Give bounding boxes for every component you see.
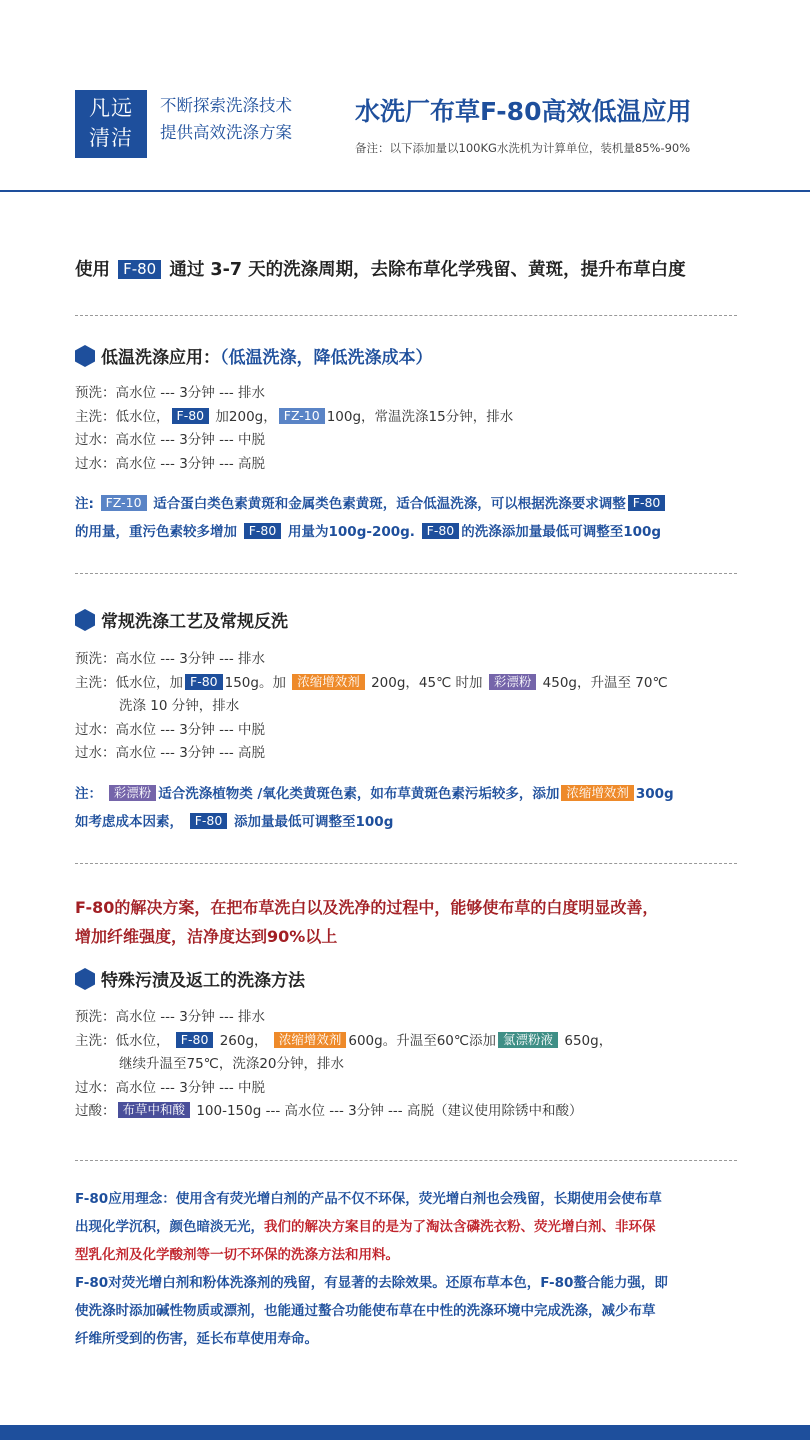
note-text: 适合蛋白类色素黄斑和金属类色素黄斑，适合低温洗涤，可以根据洗涤要求调整 <box>153 496 626 512</box>
process-steps-special <box>75 1006 612 1124</box>
note-text: 如考虑成本因素， <box>75 814 183 830</box>
note-text: 300g <box>635 786 674 802</box>
slogan-line-2: 提供高效洗涤方案 <box>160 123 292 142</box>
solution-line: 增加纤维强度，洁净度达到90%以上 <box>75 927 338 946</box>
note-label: 注： <box>75 786 102 802</box>
step-text: 450g，升温至 70℃ <box>542 674 668 691</box>
solution-statement <box>75 893 658 951</box>
step-prewash: 预洗：高水位 --- 3分钟 --- 排水 <box>75 1009 265 1025</box>
step-text: 600g。升温至60℃添加 <box>348 1032 497 1049</box>
step-continuation: 继续升温至75℃，洗涤20分钟，排水 <box>119 1056 345 1072</box>
concept-highlight: 我们的解决方案目的是为了淘汰含磷洗衣粉、荧光增白剂、非环保 <box>264 1219 656 1235</box>
logo <box>75 90 147 158</box>
product-tag: F-80 <box>244 523 282 539</box>
concept-line <box>75 1213 668 1241</box>
step-text: 100-150g --- 高水位 --- 3分钟 --- 高脱（建议使用除锈中和酸） <box>196 1103 583 1119</box>
solution-line: F-80的解决方案，在把布草洗白以及洗净的过程中，能够使布草的白度明显改善， <box>75 898 659 917</box>
step-rinse: 过水：高水位 --- 3分钟 --- 中脱 <box>75 721 265 738</box>
step-mainwash <box>75 672 668 696</box>
concept-highlight: 型乳化剂及化学酸剂等一切不环保的洗涤方法和用料。 <box>75 1247 399 1263</box>
concept-line: F-80对荧光增白剂和粉体洗涤剂的残留，有显著的去除效果。还原布草本色，F-80螯合能力强，即 <box>75 1275 668 1291</box>
step-rinse: 过水：高水位 --- 3分钟 --- 中脱 <box>75 1079 265 1096</box>
section-subtitle: （低温洗涤，降低洗涤成本） <box>220 348 433 368</box>
slogan <box>160 92 292 146</box>
product-tag: 彩漂粉 <box>109 785 157 801</box>
step-text: 加200g， <box>215 408 277 425</box>
page-header <box>0 0 810 192</box>
product-tag: 浓缩增效剂 <box>292 674 365 690</box>
note-line <box>75 490 667 518</box>
section-title: 特殊污渍及返工的洗涤方法 <box>101 971 305 991</box>
slogan-line-1: 不断探索洗涤技术 <box>160 96 292 115</box>
process-steps-low-temp <box>75 382 513 476</box>
product-tag: FZ-10 <box>101 495 147 511</box>
product-tag: F-80 <box>422 523 460 539</box>
product-tag: FZ-10 <box>279 408 325 424</box>
step-text: 主洗：低水位， <box>75 1032 170 1049</box>
note-text: 的用量，重污色素较多增加 <box>75 524 237 540</box>
footer-bar <box>0 1425 810 1440</box>
hexagon-icon <box>75 345 95 367</box>
section-title: 常规洗涤工艺及常规反洗 <box>101 612 288 632</box>
section-heading-low-temp <box>75 343 433 368</box>
step-text: 100g，常温洗涤15分钟，排水 <box>326 408 514 425</box>
note-text: 用量为100g-200g. <box>288 524 415 540</box>
divider <box>75 1160 737 1161</box>
product-tag: F-80 <box>176 1032 214 1048</box>
divider <box>75 573 737 574</box>
hexagon-icon <box>75 609 95 631</box>
product-tag: F-80 <box>172 408 210 424</box>
product-tag: 浓缩增效剂 <box>561 785 634 801</box>
intro-suffix: 通过 3-7 天的洗涤周期，去除布草化学残留、黄斑，提升布草白度 <box>169 260 686 280</box>
product-tag: F-80 <box>185 674 223 690</box>
step-mainwash <box>75 406 513 430</box>
concept-line: F-80应用理念：使用含有荧光增白剂的产品不仅不环保，荧光增白剂也会残留，长期使用会使布草 <box>75 1191 662 1207</box>
product-tag: 浓缩增效剂 <box>274 1032 347 1048</box>
step-mainwash <box>75 1030 612 1054</box>
divider <box>75 315 737 316</box>
step-acid <box>75 1100 612 1124</box>
note-low-temp <box>75 490 667 546</box>
product-tag: F-80 <box>118 260 161 279</box>
process-steps-regular <box>75 648 668 766</box>
step-rinse: 过水：高水位 --- 3分钟 --- 中脱 <box>75 432 265 448</box>
step-rinse: 过水：高水位 --- 3分钟 --- 高脱 <box>75 745 265 761</box>
step-text: 260g， <box>219 1032 268 1049</box>
divider <box>75 863 737 864</box>
note-regular <box>75 780 674 836</box>
section-heading-special <box>75 966 305 991</box>
intro-line <box>75 256 686 281</box>
page-title: 水洗厂布草F-80高效低温应用 <box>355 97 692 126</box>
step-rinse: 过水：高水位 --- 3分钟 --- 高脱 <box>75 455 265 472</box>
product-tag: F-80 <box>628 495 666 511</box>
step-text: 主洗：低水位，加 <box>75 674 183 691</box>
product-tag: 彩漂粉 <box>489 674 537 690</box>
note-text: 添加量最低可调整至100g <box>234 814 394 830</box>
section-heading-regular <box>75 607 288 632</box>
section-title: 低温洗涤应用： <box>101 348 220 368</box>
product-tag: 布草中和酸 <box>118 1102 191 1118</box>
intro-prefix: 使用 <box>75 260 110 280</box>
concept-line: 纤维所受到的伤害，延长布草使用寿命。 <box>75 1331 318 1347</box>
note-label: 注: <box>75 496 94 512</box>
note-text: 适合洗涤植物类 /氧化类黄斑色素，如布草黄斑色素污垢较多，添加 <box>158 786 560 802</box>
product-tag: 氯漂粉液 <box>498 1032 558 1048</box>
step-text: 200g，45℃ 时加 <box>371 674 483 691</box>
concept-text: 出现化学沉积，颜色暗淡无光， <box>75 1219 264 1235</box>
step-text: 过酸： <box>75 1103 116 1119</box>
note-line <box>75 808 674 836</box>
logo-line-2: 清洁 <box>89 126 133 150</box>
note-text: 的洗涤添加量最低可调整至100g <box>461 524 662 540</box>
concept-line: 使洗涤时添加碱性物质或漂剂，也能通过螯合功能使布草在中性的洗涤环境中完成洗涤，减少布草 <box>75 1303 656 1319</box>
step-continuation: 洗涤 10 分钟，排水 <box>119 698 240 714</box>
product-tag: F-80 <box>190 813 228 829</box>
header-note: 备注：以下添加量以100KG水洗机为计算单位，装机量85%-90% <box>355 141 691 155</box>
step-text: 主洗：低水位， <box>75 408 170 425</box>
header-divider <box>0 190 810 192</box>
step-text: 650g， <box>564 1032 613 1049</box>
step-prewash: 预洗：高水位 --- 3分钟 --- 排水 <box>75 651 265 667</box>
step-text: 150g。加 <box>224 674 286 691</box>
note-line <box>75 780 674 808</box>
hexagon-icon <box>75 968 95 990</box>
note-line <box>75 518 667 546</box>
step-prewash: 预洗：高水位 --- 3分钟 --- 排水 <box>75 385 265 401</box>
application-concept <box>75 1185 668 1353</box>
logo-line-1: 凡远 <box>89 96 133 120</box>
